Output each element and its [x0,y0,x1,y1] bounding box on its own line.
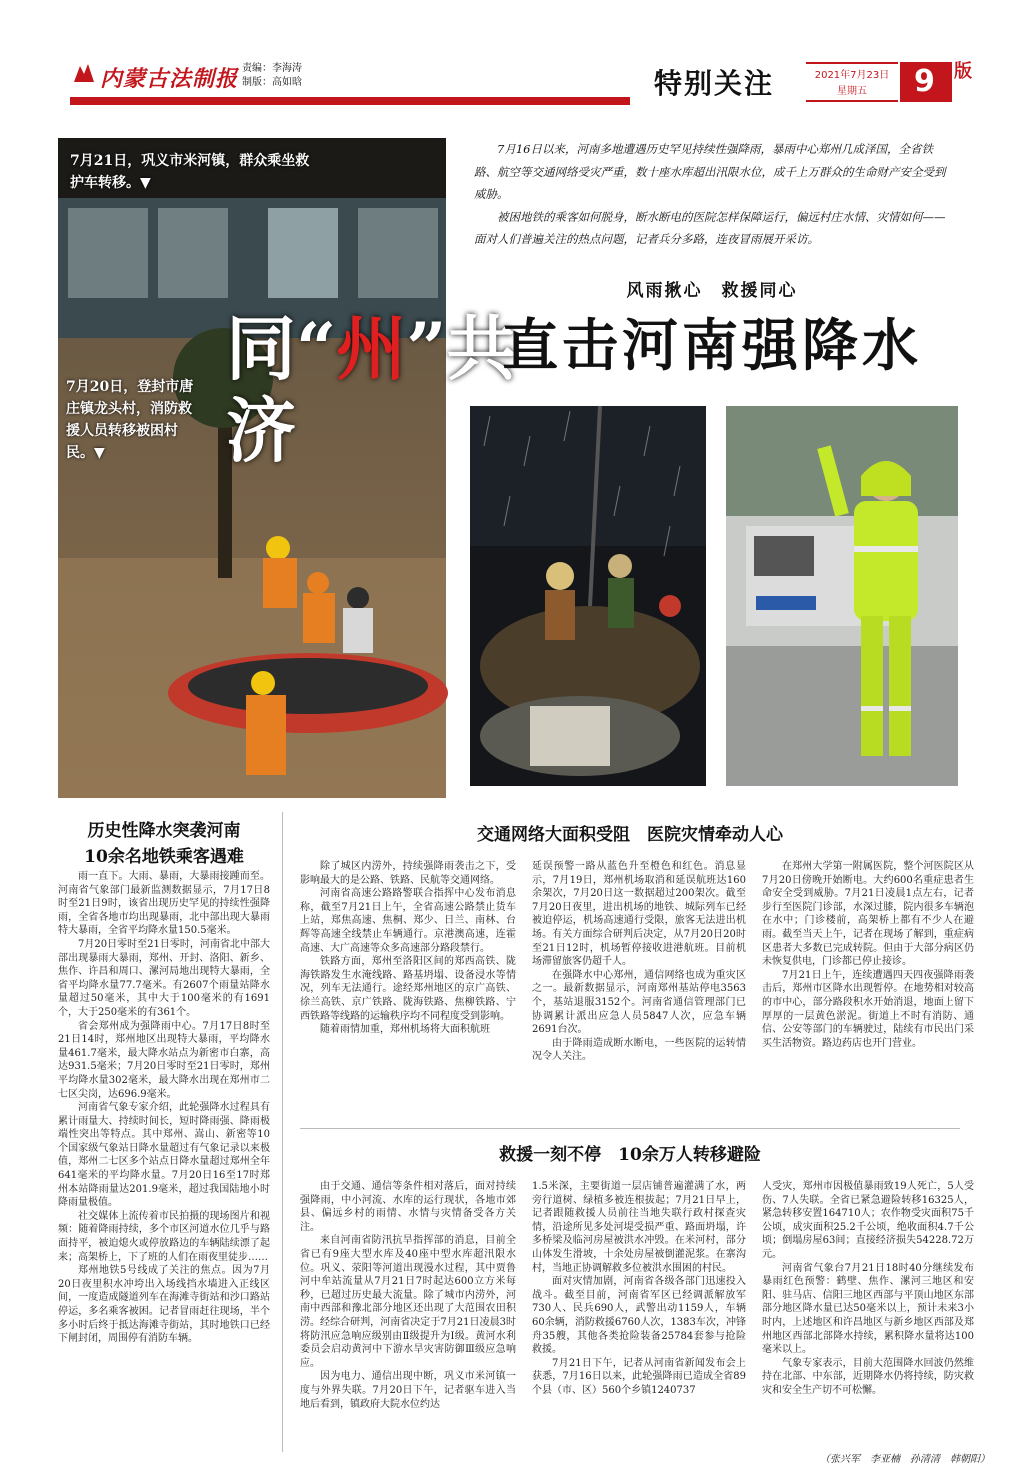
page-label: 版 [954,61,972,82]
article2-paragraph: 延误预警一路从蓝色升至橙色和红色。消息显示，7月19日，郑州机场取消和延误航班达160余架次，7月20日这一数据超过200架次。截至7月20日夜里，进出机场的地铁、城际列车已经被迫停运，机场高速通行受限，旅客无法进出机场。有关方面综合研判后决定，从7月20日20时至21日12时，机场暂停接收进港航班。目前机场滞留旅客仍超千人。 [532,861,746,968]
slogan-suffix: ”共济 [226,307,517,472]
article3-paragraph: 1.5米深，主要街道一层店铺普遍灌满了水，两旁行道树、绿植多被连根拔起；7月21日早上，记者跟随救援人员前往当地失联行政村探查灾情，沿途所见多处河堤受损严重、路面坍塌，许多桥梁及临河房屋被洪水冲毁。在米河村，部分山体发生滑坡，十余处房屋被倒灌泥浆。在寨沟村，当地正协调解救多位被洪水围困的村民。 [532,1181,746,1274]
slogan-prefix: 同“ [226,307,337,390]
masthead [0,0,1024,112]
article3-paragraph: 因为电力、通信出现中断，巩义市米河镇一度与外界失联。7月20日下午，记者驱车进入当地后看到，镇政府大院水位约达 [300,1371,516,1410]
article2-column [300,860,516,1037]
article2-paragraph: 在郑州大学第一附属医院，整个河医院区从7月20日傍晚开始断电。大约600名重症患者生命安全受到威胁。7月21日凌晨1点左右，记者步行至医院门诊部，水深过膝，院内很多车辆泡在水中；门诊楼前，高架桥上都有不少人在避雨。截至当天上午，记者在现场了解到，重症病区患者大多数已完成转院。但由于大部分病区仍未恢复供电，门诊都已停止接诊。 [762,861,974,968]
article2-column [532,860,746,1064]
article1-body [58,870,270,1346]
article1-title [58,818,270,870]
masthead-red-bar [70,97,630,105]
article3-title: 救援一刻不停 10余万人转移避险 [499,1145,761,1165]
reporter-byline: （张兴军 李亚楠 孙清清 韩朝阳） [820,1454,990,1465]
article3-paragraph: 由于交通、通信等条件相对落后，面对持续强降雨，中小河流、水库的运行现状，各地市郊县、偏远乡村的雨情、水情与灾情备受各方关注。 [300,1181,516,1233]
photo-caption-firefighters: 7月20日，登封市唐庄镇龙头村，消防救援人员转移被困村民。▼ [66,379,194,461]
issue-date [806,62,898,102]
article1-title-line: 10余名地铁乘客遇难 [84,847,244,867]
article3-column [532,1180,746,1398]
article3-column [762,1180,974,1398]
article3-paragraph: 人受灾，郑州市因极值暴雨致19人死亡，5人受伤、7人失联。全省已紧急避险转移16325人，紧急转移安置164710人；农作物受灾面积75千公顷，成灾面积25.2千公顷，绝收面积4.7千公顷；倒塌房屋63间；直接经济损失54228.72万元。 [762,1181,974,1260]
slogan-highlight: 州 [336,307,407,390]
newspaper-logo[interactable]: 内蒙古法制报 [100,66,239,92]
article2-paragraph: 除了城区内涝外，持续强降雨袭击之下，受影响最大的是公路、铁路、民航等交通网络。 [300,861,516,886]
article2-paragraph: 7月21日上午，连续遭遇四天四夜强降雨袭击后，郑州市区降水出现暂停。在地势相对较高的市中心，部分路段积水开始消退，地面上留下厚厚的一层黄色淤泥。街道上不时有消防、通信、公安等部门的车辆驶过，陆续有市民出门采买生活物资。路边药店也开门营业。 [762,969,974,1049]
rescue-photo-collage [58,138,517,798]
night-rain-rescue-photo [470,406,706,786]
article1-paragraph: 省会郑州成为强降雨中心。7月17日8时至21日14时，郑州地区出现特大暴雨，平均降水量461.7毫米，最大降水站点为新密市白寨，高达931.5毫米；7月20日零时至21日零时，郑州平均降水量302毫米，最大降水出现在郑州市二七区尖岗，达696.9毫米。 [58,1020,270,1100]
article1-paragraph: 河南省气象专家介绍，此轮强降水过程具有累计雨量大、持续时间长，短时降雨强、降雨极端性突出等特点。其中郑州、嵩山、新密等10个国家级气象站日降水量超过有气象记录以来极值，郑州二七区多个站点日降水量超过郑州全年641毫米的平均降水量。7月20日16至17时郑州本站降雨量达201.9毫米，超过我国陆地小时降雨量极值。 [58,1102,270,1209]
article3-column [300,1180,516,1411]
article3-paragraph: 面对灾情加剧，河南省各级各部门迅速投入战斗。截至目前，河南省军区已经调派解放军730人、民兵690人，武警出动1159人，车辆60余辆，消防救援6760人次，1383车次，冲锋舟35艘，其他各类抢险装备25784套参与抢险救援。 [532,1276,746,1356]
section-divider [300,1128,960,1129]
page-number: 9 [900,62,952,102]
article3-paragraph: 7月21日下午，记者从河南省新闻发布会上获悉，7月16日以来，此轮强降雨已造成全省89个县（市、区）560个乡镇1240737 [532,1357,746,1396]
section-title: 特别关注 [654,67,775,100]
traffic-police-photo [726,406,958,786]
police-in-rain-image [726,406,958,786]
article3-paragraph: 河南省气象台7月21日18时40分继续发布暴雨红色预警：鹤壁、焦作、漯河三地区和安阳、驻马店、信阳三地区西部与平顶山地区东部部分地区降水量已达50毫米以上，预计未来3小时内，上述地区和许昌地区与新乡地区西部及郑州地区西部北部降水持续，累积降水量将达100毫米以上。 [762,1262,974,1356]
article2-column [762,860,974,1050]
editor-line: 责编：李海涛 [242,63,302,74]
rain-rescue-image [470,406,706,786]
article2-paragraph: 随着雨情加重，郑州机场将大面积航班 [320,1024,490,1036]
newspaper-logo-icon [70,60,98,88]
intro-text [474,138,950,251]
article1-title-line: 历史性降水突袭河南 [87,821,241,841]
article1-paragraph: 雨一直下。大雨、暴雨，大暴雨接踵而至。河南省气象部门最新监测数据显示，7月17日8时至21日9时，该省出现历史罕见的持续性强降雨，全省各地市均出现暴雨，北中部出现大暴雨特大暴雨，全省平均降水量150.5毫米。 [58,871,270,937]
column-divider [282,812,283,1452]
article2-paragraph: 由于降雨造成断水断电，一些医院的运转情况令人关注。 [532,1037,746,1063]
layout-editor-line: 制版：高如晗 [242,77,302,88]
article1-paragraph: 社交媒体上流传着市民拍摄的现场图片和视频：随着降雨持续，多个市区河道水位几乎与路面持平，被迫熄火或停放路边的车辆陆续漂了起来；高架桥上，下了班的人们在雨夜里徒步…… [58,1210,270,1263]
intro-paragraph: 被困地铁的乘客如何脱身，断水断电的医院怎样保障运行，偏远村庄水情、灾情如何——面对人们普遍关注的热点问题，记者兵分多路，连夜冒雨展开采访。 [474,209,946,246]
overlay-slogan [226,307,517,472]
article1-paragraph: 郑州地铁5号线成了关注的焦点。因为7月20日夜里积水冲垮出入场线挡水墙进入正线区间，一度造成隧道列车在海滩寺街站和沙口路站停运，多名乘客被困。记者冒雨赶往现场，半个多小时后终于抵达海滩寺街站，其时地铁口已经下闸封闭，周围停有消防车辆。 [58,1265,270,1345]
article2-paragraph: 在强降水中心郑州，通信网络也成为重灾区之一。最新数据显示，河南郑州基站停电3563个，基站退服3152个。河南省通信管理部门已协调累计派出应急人员5847人次，应急车辆2691台次。 [532,969,746,1036]
intro-paragraph: 7月16日以来，河南多地遭遇历史罕见持续性强降雨，暴雨中心郑州几成泽国，全省铁路、航空等交通网络受灾严重，数十座水库超出汛限水位，成千上万群众的生命财产安全受到威胁。 [474,142,946,201]
subheadline: 风雨揪心 救援同心 [626,281,798,301]
article2-title: 交通网络大面积受阻 医院灾情牵动人心 [477,825,783,845]
article1-paragraph: 7月20日零时至21日零时，河南省北中部大部出现暴雨大暴雨，郑州、开封、洛阳、新乡、焦作、许昌和周口、漯河局地出现特大暴雨，全省平均降水量77.7毫米。有2607个雨量站降水量超过50毫米，其中大于100毫米的有1691个，大于250毫米的有361个。 [58,938,270,1018]
weekday-text: 星期五 [837,86,867,97]
date-text: 2021年7月23日 [814,70,890,81]
photo-caption-ambulance: 7月21日，巩义市米河镇，群众乘坐救护车转移。▼ [70,153,310,191]
article3-paragraph: 来自河南省防汛抗旱指挥部的消息，目前全省已有9座大型水库及40座中型水库超汛限水位。巩义、荥阳等河道出现漫水过程，其中贾鲁河中牟站流量从7月21日7时起达600立方米每秒，已超过历史最大流量。除了城市内涝外，河南中西部和豫北部分地区还出现了大范围农田积涝。经综合研判，河南省决定于7月21日凌晨3时将防汛应急响应级别由Ⅱ级提升为Ⅰ级。黄河水利委员会启动黄河中下游水旱灾害防御Ⅲ级应急响应。 [300,1235,516,1369]
main-headline: 直击河南强降水 [502,313,922,379]
article2-paragraph: 河南省高速公路路警联合指挥中心发布消息称，截至7月21日上午，全省高速公路禁止货车上站，郑焦高速、焦桐、郑少、日兰、南林、台辉等高速全线禁止车辆通行。京港澳高速，连霍高速、大广高速等众多高速部分路段禁行。 [300,888,516,954]
editor-credits [242,62,302,90]
article3-paragraph: 气象专家表示，目前大范围降水回波仍然维持在北部、中东部，近期降水仍将持续，防灾救灾和安全生产切不可松懈。 [762,1357,974,1396]
article2-paragraph: 铁路方面，郑州至洛阳区间的郑西高铁、陇海铁路发生水淹线路、路基坍塌、设备浸水等情况，列车无法通行。途经郑州地区的京广高铁、徐兰高铁、京广铁路、陇海铁路、焦柳铁路、宁西铁路等线路的运输秩序均不同程度受到影响。 [300,956,516,1022]
